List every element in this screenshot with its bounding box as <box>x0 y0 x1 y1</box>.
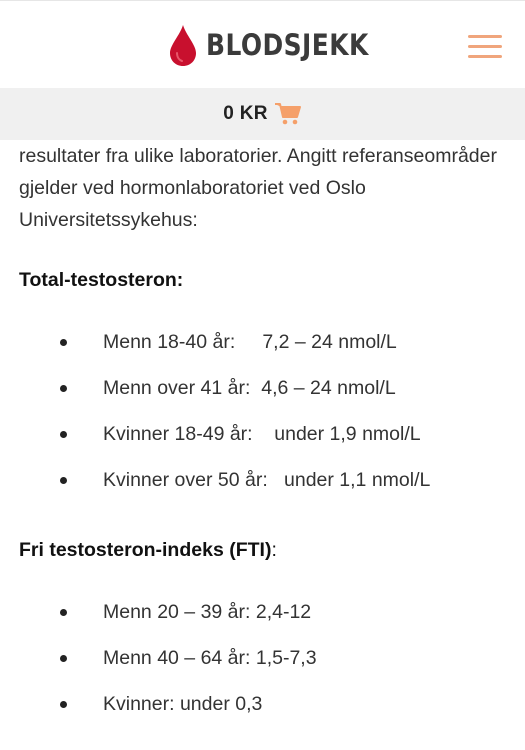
brand-name: BLODSJEKK <box>206 28 369 62</box>
site-header <box>0 0 525 88</box>
section-heading-fti <box>19 536 514 564</box>
list-item <box>19 328 514 374</box>
list-item <box>19 690 514 736</box>
list-item <box>19 374 514 420</box>
list-item <box>19 420 514 466</box>
list-item-text: Menn 18-40 år: 7,2 – 24 nmol/L <box>103 331 397 353</box>
reference-list-total-testosterone <box>19 328 514 512</box>
list-item <box>19 466 514 512</box>
hamburger-menu-icon[interactable] <box>466 31 506 61</box>
section-heading-suffix: : <box>271 539 277 561</box>
brand-logo-link[interactable] <box>168 21 395 69</box>
bullet-icon <box>60 431 67 438</box>
list-item-text: Menn 40 – 64 år: 1,5-7,3 <box>103 647 317 669</box>
article-body <box>19 140 514 736</box>
list-item-text: Kvinner over 50 år: under 1,1 nmol/L <box>103 469 431 491</box>
section-heading-total-testosterone <box>19 266 514 294</box>
bullet-icon <box>60 339 67 346</box>
cart-button[interactable] <box>223 102 302 126</box>
list-item-text: Menn 20 – 39 år: 2,4-12 <box>103 601 312 623</box>
list-item <box>19 644 514 690</box>
list-item-text: Menn over 41 år: 4,6 – 24 nmol/L <box>103 377 396 399</box>
list-item <box>19 598 514 644</box>
bullet-icon <box>60 701 67 708</box>
section-heading-text: Fri testosteron-indeks (FTI) <box>19 539 272 561</box>
list-item-text: Kvinner: under 0,3 <box>103 693 263 715</box>
bullet-icon <box>60 655 67 662</box>
bullet-icon <box>60 385 67 392</box>
cart-total: 0 KR <box>223 103 268 124</box>
bullet-icon <box>60 609 67 616</box>
intro-paragraph: resultater fra ulike laboratorier. Angitt referanseområder gjelder ved hormonlaboratoriet ved Oslo Universitetssykehus: <box>19 145 497 231</box>
blood-drop-icon <box>168 23 198 67</box>
list-item-text: Kvinner 18-49 år: under 1,9 nmol/L <box>103 423 421 445</box>
cart-bar <box>0 88 525 140</box>
bullet-icon <box>60 477 67 484</box>
section-heading-text: Total-testosteron: <box>19 269 184 291</box>
shopping-cart-icon <box>274 102 302 126</box>
reference-list-fti <box>19 598 514 736</box>
